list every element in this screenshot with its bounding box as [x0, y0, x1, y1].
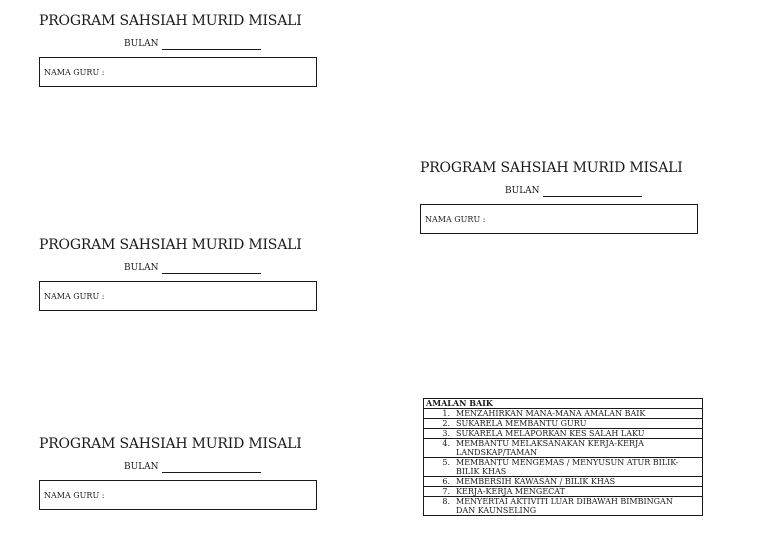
amalan-item	[424, 487, 703, 497]
amalan-item	[424, 419, 703, 429]
bulan-label: BULAN	[124, 263, 159, 273]
amalan-item	[424, 497, 703, 516]
bulan-label: BULAN	[124, 462, 159, 472]
bulan-field	[124, 459, 261, 473]
amalan-item-text: MEMBANTU MELAKSANAKAN KERJA-KERJA LANDSKAP/TAMAN	[456, 439, 644, 457]
amalan-item	[424, 477, 703, 487]
bulan-field	[124, 36, 261, 50]
bulan-label: BULAN	[505, 186, 540, 196]
amalan-item	[424, 429, 703, 439]
amalan-baik-table	[423, 398, 703, 516]
amalan-item	[424, 439, 703, 458]
nama-guru-box	[39, 281, 317, 311]
nama-guru-box	[39, 480, 317, 510]
form-title: PROGRAM SAHSIAH MURID MISALI	[39, 13, 302, 29]
amalan-item-number: 8.	[442, 497, 450, 506]
form-block-3	[39, 237, 321, 301]
form-title: PROGRAM SAHSIAH MURID MISALI	[39, 436, 302, 452]
form-block-4	[39, 436, 321, 500]
amalan-item-text: MEMBANTU MENGEMAS / MENYUSUN ATUR BILIK-BILIK KHAS	[456, 458, 679, 476]
bulan-blank-line	[543, 187, 642, 197]
amalan-item-number: 1.	[442, 409, 450, 418]
amalan-header: AMALAN BAIK	[424, 399, 703, 409]
nama-guru-label: NAMA GURU :	[425, 215, 486, 224]
bulan-field	[505, 183, 642, 197]
nama-guru-label: NAMA GURU :	[44, 292, 105, 301]
amalan-item-number: 2.	[442, 419, 450, 428]
nama-guru-box	[420, 204, 698, 234]
form-block-1	[39, 13, 321, 77]
amalan-item-number: 6.	[442, 477, 450, 486]
amalan-item-text: SUKARELA MELAPORKAN KES SALAH LAKU	[456, 429, 645, 438]
amalan-item-number: 3.	[442, 429, 450, 438]
bulan-blank-line	[162, 264, 261, 274]
bulan-blank-line	[162, 40, 261, 50]
form-title: PROGRAM SAHSIAH MURID MISALI	[39, 237, 302, 253]
form-title: PROGRAM SAHSIAH MURID MISALI	[420, 160, 683, 176]
amalan-item-number: 5.	[442, 458, 450, 467]
amalan-item-text: MEMBERSIH KAWASAN / BILIK KHAS	[456, 477, 616, 486]
amalan-item-text: MENYERTAI AKTIVITI LUAR DIBAWAH BIMBINGAN DAN KAUNSELING	[456, 497, 673, 515]
bulan-blank-line	[162, 463, 261, 473]
bulan-field	[124, 260, 261, 274]
amalan-item	[424, 458, 703, 477]
bulan-label: BULAN	[124, 39, 159, 49]
amalan-item-number: 7.	[442, 487, 450, 496]
amalan-item-text: SUKARELA MEMBANTU GURU	[456, 419, 587, 428]
form-block-2	[420, 160, 702, 224]
nama-guru-label: NAMA GURU :	[44, 68, 105, 77]
nama-guru-box	[39, 57, 317, 87]
amalan-header-row	[424, 399, 703, 409]
nama-guru-label: NAMA GURU :	[44, 491, 105, 500]
amalan-item-number: 4.	[442, 439, 450, 448]
amalan-item-text: MENZAHIRKAN MANA-MANA AMALAN BAIK	[456, 409, 646, 418]
amalan-item-text: KERJA-KERJA MENGECAT	[456, 487, 565, 496]
amalan-item	[424, 409, 703, 419]
